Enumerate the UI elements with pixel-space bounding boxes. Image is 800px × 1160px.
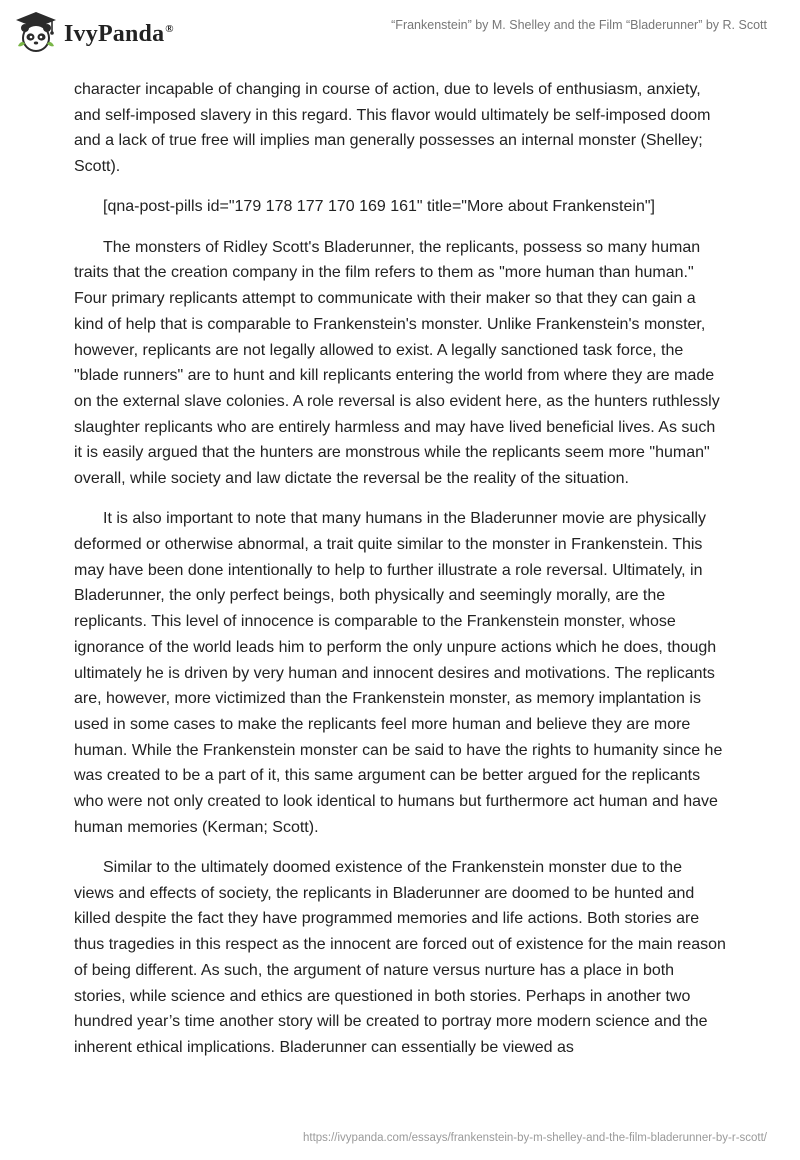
brand-name: IvyPanda® — [64, 20, 174, 47]
brand-logo[interactable] — [14, 10, 174, 54]
paragraph-continuation: character incapable of changing in course of action, due to levels of enthusiasm, anxiety, and self-imposed slavery in this regard. This flavor would ultimately be self-imposed doom and a lack of true free will implies man generally possesses an internal monster (Shelley; Scott). — [74, 81, 711, 176]
registered-mark: ® — [165, 22, 174, 35]
paragraph: Similar to the ultimately doomed existence of the Frankenstein monster due to the views and effects of society, the replicants in Bladerunner are doomed to be hunted and killed despite the fact they have programmed memories and life actions. Both stories are thus tragedies in this respect as the innocent are forced out of existence for the main reason of being different. As such, the argument of nature versus nurture has a place in both stories, while science and ethics are questioned in both stories. Perhaps in another two hundred year’s time another story will be created to portray more modern science and the inherent ethical implications. Bladerunner can essentially be viewed as — [74, 859, 726, 1056]
paragraph: The monsters of Ridley Scott's Bladerunner, the replicants, possess so many human traits that the creation company in the film refers to them as "more human than human." Four primary replicants attempt to communicate with their maker so that they can gain a kind of help that is comparable to Frankenstein's monster. Unlike Frankenstein's monster, however, replicants are not legally allowed to exist. A legally sanctioned task force, the "blade runners" are to hunt and kill replicants entering the world from where they are made on the external slave colonies. A role reversal is also evident here, as the hunters ruthlessly slaughter replicants who are entirely harmless and may have lived beneficial lives. As such it is easily argued that the hunters are monstrous while the replicants seem more "human" overall, while society and law dictate the reversal be the reality of the situation. — [74, 238, 720, 488]
page-header — [0, 0, 800, 68]
shortcode-line: [qna-post-pills id="179 178 177 170 169 161" title="More about Frankenstein"] — [103, 198, 655, 216]
document-title: “Frankenstein” by M. Shelley and the Film “Bladerunner” by R. Scott — [391, 18, 767, 32]
panda-graduate-icon — [14, 10, 58, 54]
essay-body — [74, 77, 726, 1075]
source-url[interactable]: https://ivypanda.com/essays/frankenstein-by-m-shelley-and-the-film-bladerunner-by-r-scott/ — [302, 1132, 767, 1144]
paragraph: It is also important to note that many humans in the Bladerunner movie are physically deformed or otherwise abnormal, a trait quite similar to the monster in Frankenstein. This may have been done intentionally to help to further illustrate a role reversal. Ultimately, in Bladerunner, the only perfect beings, both physically and seemingly morally, are the replicants. This level of innocence is comparable to the Frankenstein monster, whose ignorance of the world leads him to perform the only unpure actions which he does, though ultimately he is driven by very human and innocent desires and motivations. The replicants are, however, more victimized than the Frankenstein monster, as memory implantation is used in some cases to make the replicants feel more human and believe they are more human. While the Frankenstein monster can be said to have the rights to humanity since he was created to be a part of it, this same argument can be better argued for the replicants who were not only created to look identical to humans but furthermore act human and have human memories (Kerman; Scott). — [74, 510, 723, 836]
